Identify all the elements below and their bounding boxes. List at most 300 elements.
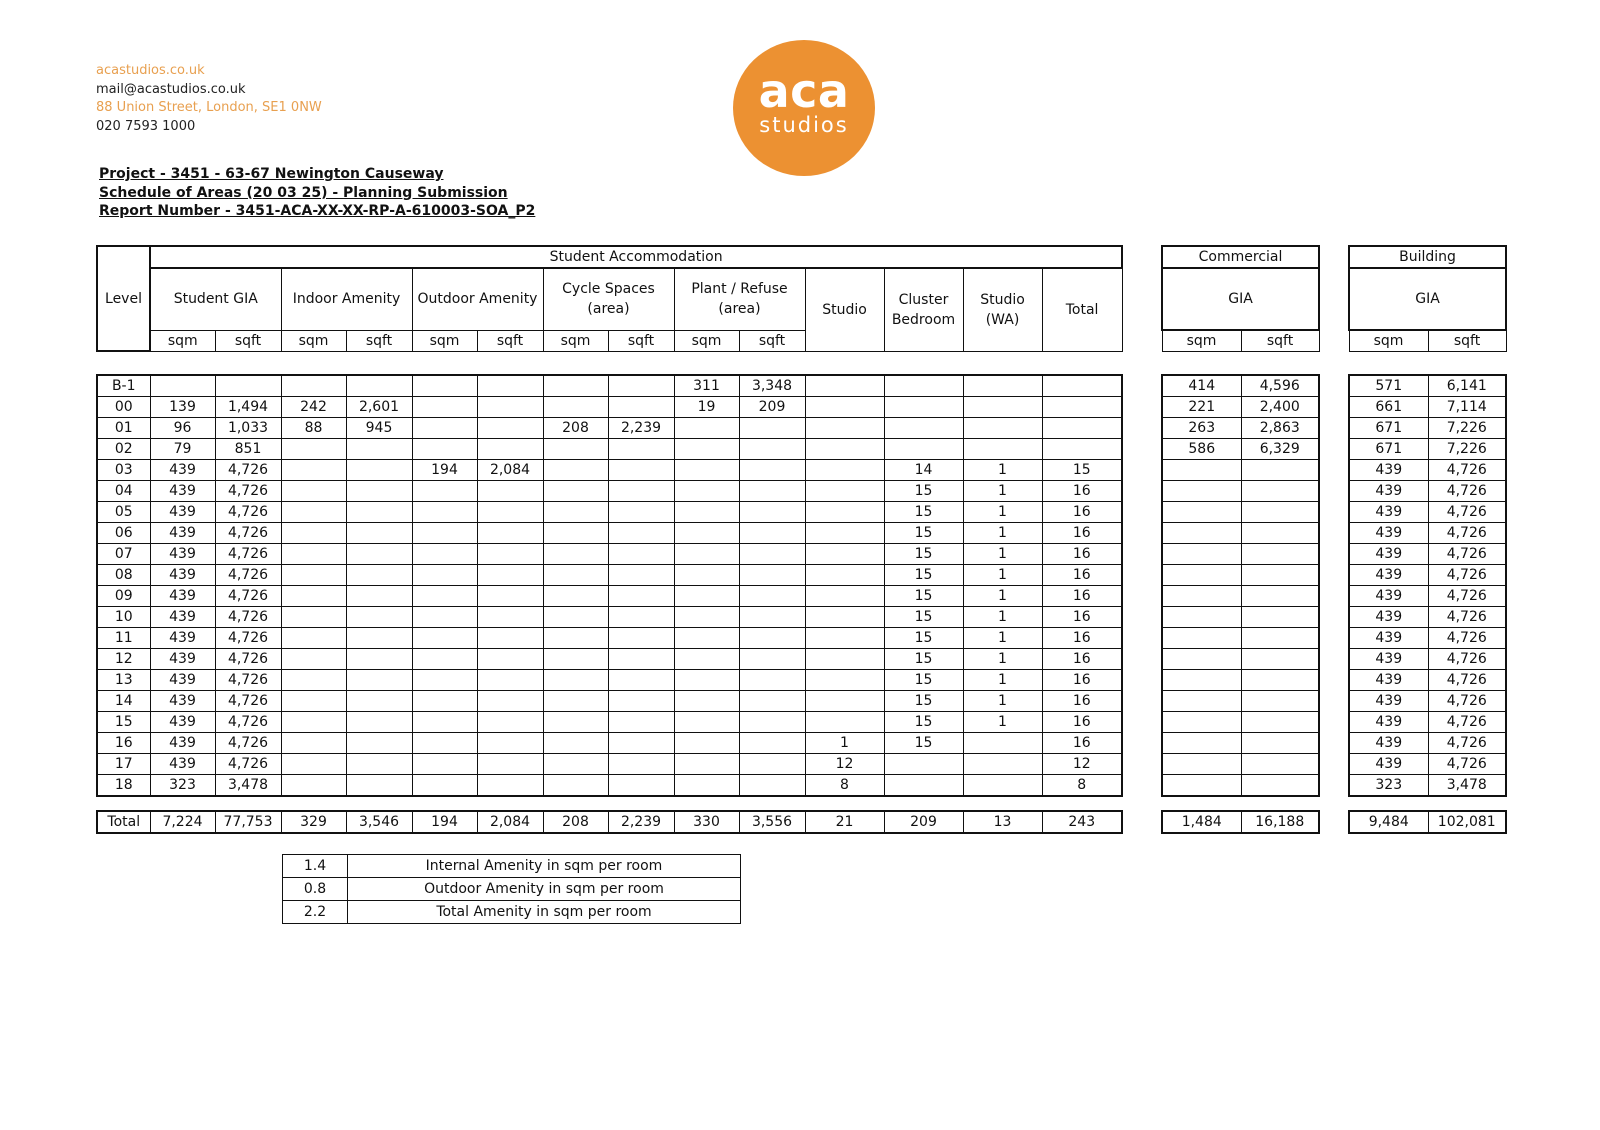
table-cell	[674, 523, 739, 544]
cycle-spaces-header: Cycle Spaces (area)	[543, 268, 674, 330]
table-cell: 16	[1042, 733, 1122, 754]
unit-sqm: sqm	[150, 330, 215, 351]
table-row	[1162, 397, 1319, 418]
table-cell	[1162, 628, 1241, 649]
table-cell	[477, 439, 543, 460]
table-cell: 15	[884, 670, 963, 691]
table-cell: 571	[1349, 375, 1428, 397]
table-cell: 4,726	[1428, 712, 1506, 733]
table-cell	[346, 544, 412, 565]
table-cell	[674, 754, 739, 775]
table-cell	[805, 460, 884, 481]
table-cell: 16	[1042, 565, 1122, 586]
table-cell: 439	[1349, 544, 1428, 565]
table-cell	[1162, 523, 1241, 544]
table-cell: 439	[150, 460, 215, 481]
table-cell: 4,726	[1428, 670, 1506, 691]
table-cell: 8	[805, 775, 884, 797]
table-cell: 1,033	[215, 418, 281, 439]
table-cell: 1	[963, 481, 1042, 502]
table-cell: 16	[1042, 502, 1122, 523]
table-cell	[1162, 544, 1241, 565]
schedule-title: Schedule of Areas (20 03 25) - Planning Submission	[99, 184, 508, 201]
table-cell	[1241, 670, 1319, 691]
table-cell: 16	[97, 733, 150, 754]
table-cell: 7,226	[1428, 418, 1506, 439]
contact-block	[96, 62, 322, 136]
table-row	[1349, 670, 1506, 691]
table-cell	[150, 375, 215, 397]
table-cell	[674, 418, 739, 439]
table-cell: 4,726	[215, 670, 281, 691]
table-cell: 3,546	[346, 811, 412, 833]
table-cell	[674, 712, 739, 733]
table-row	[1349, 439, 1506, 460]
unit-sqft: sqft	[477, 330, 543, 351]
table-cell: 4,726	[1428, 481, 1506, 502]
table-cell	[281, 754, 346, 775]
table-row	[97, 586, 1122, 607]
total-header: Total	[1042, 268, 1122, 351]
table-cell	[543, 439, 608, 460]
table-cell	[281, 607, 346, 628]
table-cell	[281, 565, 346, 586]
table-cell: 1	[963, 586, 1042, 607]
table-row	[97, 691, 1122, 712]
table-cell: 16	[1042, 628, 1122, 649]
table-cell	[477, 418, 543, 439]
table-cell	[412, 712, 477, 733]
unit-sqft: sqft	[346, 330, 412, 351]
table-cell: 21	[805, 811, 884, 833]
table-cell: 439	[150, 754, 215, 775]
table-cell	[739, 733, 805, 754]
table-cell	[739, 754, 805, 775]
unit-sqft: sqft	[215, 330, 281, 351]
table-cell	[805, 607, 884, 628]
unit-sqft: sqft	[1428, 330, 1506, 352]
table-cell	[281, 628, 346, 649]
table-cell: 7,224	[150, 811, 215, 833]
table-cell	[674, 565, 739, 586]
table-cell	[884, 397, 963, 418]
table-cell: 439	[150, 649, 215, 670]
table-cell	[1042, 397, 1122, 418]
table-cell: 323	[1349, 775, 1428, 797]
table-row	[97, 607, 1122, 628]
table-cell	[346, 691, 412, 712]
table-cell	[543, 565, 608, 586]
table-cell: 139	[150, 397, 215, 418]
table-cell: 2,239	[608, 811, 674, 833]
table-cell	[543, 502, 608, 523]
table-cell: 79	[150, 439, 215, 460]
table-row	[1162, 670, 1319, 691]
table-cell	[674, 460, 739, 481]
table-row	[1162, 586, 1319, 607]
table-cell: 329	[281, 811, 346, 833]
table-cell	[412, 670, 477, 691]
table-cell	[674, 670, 739, 691]
building-table	[1348, 374, 1507, 797]
table-row	[97, 418, 1122, 439]
table-cell	[412, 418, 477, 439]
table-cell	[412, 691, 477, 712]
table-cell: 1	[805, 733, 884, 754]
table-cell	[543, 649, 608, 670]
table-cell: 15	[884, 544, 963, 565]
table-cell	[608, 586, 674, 607]
table-cell	[1241, 649, 1319, 670]
table-cell	[346, 775, 412, 797]
table-cell: 9,484	[1349, 811, 1428, 833]
table-cell: 07	[97, 544, 150, 565]
table-row	[1162, 775, 1319, 797]
student-gia-header: Student GIA	[150, 268, 281, 330]
table-cell	[805, 712, 884, 733]
table-cell: 4,726	[215, 586, 281, 607]
indoor-amenity-header: Indoor Amenity	[281, 268, 412, 330]
table-cell: 1,494	[215, 397, 281, 418]
table-cell: 439	[150, 544, 215, 565]
table-cell: 671	[1349, 439, 1428, 460]
table-cell: 4,726	[215, 481, 281, 502]
table-cell: 2,863	[1241, 418, 1319, 439]
table-cell: 4,726	[215, 607, 281, 628]
table-cell: 4,726	[215, 523, 281, 544]
table-cell: Internal Amenity in sqm per room	[348, 855, 741, 878]
table-cell	[1042, 439, 1122, 460]
studio-header: Studio	[805, 268, 884, 351]
table-cell: 439	[150, 523, 215, 544]
table-cell: 209	[739, 397, 805, 418]
table-cell	[963, 775, 1042, 797]
table-cell	[412, 628, 477, 649]
table-row	[1349, 733, 1506, 754]
table-cell	[884, 418, 963, 439]
table-cell: 2,084	[477, 460, 543, 481]
project-title: Project - 3451 - 63-67 Newington Causeway	[99, 166, 444, 182]
table-cell	[346, 649, 412, 670]
table-cell: B-1	[97, 375, 150, 397]
table-cell	[608, 397, 674, 418]
table-cell	[1162, 775, 1241, 797]
commercial-table	[1161, 374, 1320, 797]
table-cell	[543, 523, 608, 544]
table-cell: 15	[884, 586, 963, 607]
table-cell	[346, 754, 412, 775]
table-cell	[346, 375, 412, 397]
table-cell	[1241, 565, 1319, 586]
student-accommodation-table	[96, 374, 1123, 797]
table-cell	[281, 586, 346, 607]
table-cell	[281, 544, 346, 565]
table-cell	[608, 523, 674, 544]
table-cell: 1	[963, 460, 1042, 481]
table-cell: 1	[963, 712, 1042, 733]
unit-sqft: sqft	[1241, 330, 1319, 352]
table-cell	[608, 460, 674, 481]
table-cell	[674, 481, 739, 502]
table-cell	[805, 523, 884, 544]
table-cell: 16	[1042, 607, 1122, 628]
table-cell	[543, 397, 608, 418]
table-cell: 439	[1349, 481, 1428, 502]
table-cell	[608, 670, 674, 691]
commercial-header	[1161, 245, 1320, 352]
table-cell	[1162, 712, 1241, 733]
table-cell	[281, 775, 346, 797]
table-row	[1162, 754, 1319, 775]
table-cell	[1042, 418, 1122, 439]
table-cell: 439	[1349, 460, 1428, 481]
table-cell	[884, 754, 963, 775]
table-cell: 3,478	[1428, 775, 1506, 797]
table-cell	[1241, 628, 1319, 649]
table-cell	[674, 691, 739, 712]
table-row	[97, 628, 1122, 649]
table-cell: 439	[1349, 754, 1428, 775]
building-title: Building	[1349, 246, 1506, 268]
table-cell	[1162, 565, 1241, 586]
table-cell: 1	[963, 670, 1042, 691]
table-cell: 2,239	[608, 418, 674, 439]
unit-sqm: sqm	[1349, 330, 1428, 352]
table-cell	[1241, 502, 1319, 523]
table-cell	[543, 375, 608, 397]
table-cell: 12	[805, 754, 884, 775]
table-cell: 4,726	[215, 691, 281, 712]
table-cell	[963, 375, 1042, 397]
table-cell	[412, 649, 477, 670]
table-cell: 242	[281, 397, 346, 418]
table-cell	[608, 375, 674, 397]
table-cell: 15	[1042, 460, 1122, 481]
table-cell	[739, 712, 805, 733]
table-cell	[963, 733, 1042, 754]
table-row	[97, 397, 1122, 418]
website-link[interactable]: acastudios.co.uk	[96, 63, 205, 78]
commercial-title: Commercial	[1162, 246, 1319, 268]
table-cell	[1162, 460, 1241, 481]
table-row	[1162, 607, 1319, 628]
table-cell: 4,726	[215, 754, 281, 775]
table-cell	[674, 775, 739, 797]
email-link[interactable]: mail@acastudios.co.uk	[96, 81, 246, 97]
table-cell: 15	[884, 628, 963, 649]
table-cell	[477, 523, 543, 544]
table-row	[97, 502, 1122, 523]
table-cell: 09	[97, 586, 150, 607]
table-cell: 15	[884, 649, 963, 670]
table-cell: 08	[97, 565, 150, 586]
table-cell: 439	[1349, 670, 1428, 691]
table-cell	[1241, 586, 1319, 607]
table-cell	[1241, 523, 1319, 544]
table-cell: 15	[884, 523, 963, 544]
table-cell	[281, 712, 346, 733]
table-cell: 2,084	[477, 811, 543, 833]
table-cell: 1	[963, 523, 1042, 544]
table-cell	[963, 418, 1042, 439]
table-row	[1349, 523, 1506, 544]
table-cell	[805, 418, 884, 439]
table-cell	[674, 544, 739, 565]
table-cell	[281, 439, 346, 460]
table-cell: Outdoor Amenity in sqm per room	[348, 878, 741, 901]
table-cell	[543, 481, 608, 502]
table-row	[1162, 544, 1319, 565]
table-cell	[346, 733, 412, 754]
table-cell	[805, 565, 884, 586]
unit-sqm: sqm	[281, 330, 346, 351]
table-cell: 4,726	[1428, 460, 1506, 481]
table-cell: 1	[963, 649, 1042, 670]
commercial-gia-header: GIA	[1162, 268, 1319, 330]
student-accommodation-title: Student Accommodation	[150, 246, 1122, 268]
table-cell: 15	[884, 481, 963, 502]
table-row	[1162, 712, 1319, 733]
table-cell: 14	[884, 460, 963, 481]
table-row	[1349, 754, 1506, 775]
table-cell: 208	[543, 811, 608, 833]
table-cell	[477, 733, 543, 754]
table-cell: 15	[884, 565, 963, 586]
table-cell	[346, 586, 412, 607]
table-cell	[608, 544, 674, 565]
table-cell	[477, 565, 543, 586]
table-cell	[739, 439, 805, 460]
table-cell: 439	[150, 586, 215, 607]
table-cell	[739, 628, 805, 649]
logo-text-aca: aca	[758, 64, 850, 118]
table-cell: 1,484	[1162, 811, 1241, 833]
table-cell	[477, 754, 543, 775]
table-cell: 4,726	[1428, 565, 1506, 586]
table-cell	[963, 397, 1042, 418]
table-row	[1349, 418, 1506, 439]
table-row	[1349, 544, 1506, 565]
table-cell	[477, 649, 543, 670]
table-cell	[543, 460, 608, 481]
table-row	[1162, 628, 1319, 649]
table-cell: 03	[97, 460, 150, 481]
table-cell	[1241, 691, 1319, 712]
table-cell: Total Amenity in sqm per room	[348, 901, 741, 924]
table-row	[1349, 691, 1506, 712]
table-row	[97, 733, 1122, 754]
table-row	[97, 375, 1122, 397]
table-cell	[739, 460, 805, 481]
table-row	[1162, 481, 1319, 502]
table-cell: 1	[963, 628, 1042, 649]
table-row	[1162, 418, 1319, 439]
table-cell: 4,726	[215, 460, 281, 481]
table-cell: 243	[1042, 811, 1122, 833]
table-cell	[963, 754, 1042, 775]
amenity-summary-table	[282, 854, 741, 924]
table-cell: 4,726	[1428, 733, 1506, 754]
table-cell	[543, 607, 608, 628]
table-cell	[477, 691, 543, 712]
table-cell: 6,141	[1428, 375, 1506, 397]
table-cell: 16,188	[1241, 811, 1319, 833]
table-cell	[477, 481, 543, 502]
table-cell	[477, 544, 543, 565]
table-cell: 6,329	[1241, 439, 1319, 460]
table-cell: 414	[1162, 375, 1241, 397]
table-cell	[739, 418, 805, 439]
student-totals-row	[96, 810, 1123, 834]
table-cell: 01	[97, 418, 150, 439]
table-cell	[412, 607, 477, 628]
table-row	[1349, 375, 1506, 397]
table-cell	[805, 649, 884, 670]
table-cell: 05	[97, 502, 150, 523]
studio-wa-header: Studio (WA)	[963, 268, 1042, 351]
table-row	[97, 775, 1122, 797]
table-cell: 194	[412, 460, 477, 481]
table-cell: 586	[1162, 439, 1241, 460]
table-row	[1162, 565, 1319, 586]
table-row	[97, 670, 1122, 691]
table-cell	[543, 628, 608, 649]
table-row	[1349, 586, 1506, 607]
table-cell	[346, 481, 412, 502]
table-cell	[1162, 670, 1241, 691]
table-cell	[543, 544, 608, 565]
table-cell	[963, 439, 1042, 460]
table-cell	[1162, 691, 1241, 712]
table-cell	[477, 586, 543, 607]
table-cell: 4,726	[1428, 544, 1506, 565]
table-cell: 00	[97, 397, 150, 418]
table-cell	[412, 502, 477, 523]
table-cell: 4,726	[215, 628, 281, 649]
table-row	[97, 565, 1122, 586]
table-cell: 209	[884, 811, 963, 833]
table-cell: 439	[1349, 586, 1428, 607]
table-cell: 77,753	[215, 811, 281, 833]
table-cell: 851	[215, 439, 281, 460]
table-cell	[805, 691, 884, 712]
table-cell	[674, 586, 739, 607]
table-cell: 10	[97, 607, 150, 628]
table-cell: 15	[884, 691, 963, 712]
table-cell	[543, 754, 608, 775]
table-row	[1162, 649, 1319, 670]
table-row	[1349, 712, 1506, 733]
table-cell	[608, 775, 674, 797]
table-cell: 16	[1042, 649, 1122, 670]
table-cell	[739, 691, 805, 712]
table-cell	[608, 565, 674, 586]
table-cell: 102,081	[1428, 811, 1506, 833]
table-cell: 88	[281, 418, 346, 439]
table-cell: 8	[1042, 775, 1122, 797]
table-cell	[477, 712, 543, 733]
table-cell	[1162, 733, 1241, 754]
table-cell: 439	[1349, 691, 1428, 712]
table-cell: 439	[150, 565, 215, 586]
table-row	[1349, 565, 1506, 586]
table-row	[1349, 397, 1506, 418]
table-cell	[543, 733, 608, 754]
table-cell: 4,726	[215, 733, 281, 754]
table-cell: 12	[1042, 754, 1122, 775]
table-cell	[608, 733, 674, 754]
table-cell	[739, 544, 805, 565]
